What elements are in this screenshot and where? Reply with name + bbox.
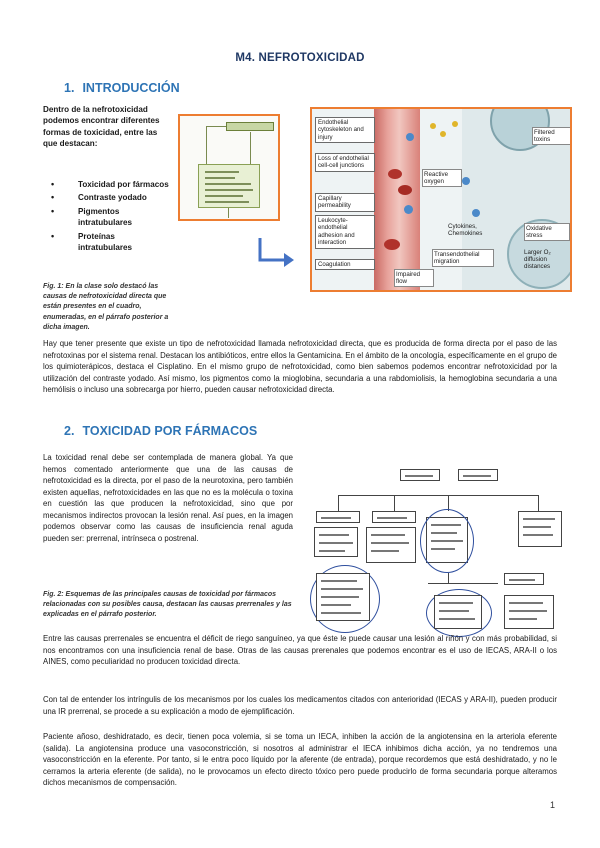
diagram-label: Larger O₂ diffusion distances [524, 249, 551, 271]
toxicity-list [51, 179, 171, 255]
figure2-flowchart [308, 461, 566, 637]
diagram-label: Leukocyte-endothelial adhesion and interaction [315, 215, 375, 249]
example-paragraph: Paciente añoso, deshidratado, es decir, tienen poca volemia, si se toma un IECA, inhiben la acción de la angiotensina en la arteriola eferente (salida). La angiotensina produce una vasoconstricción, si nosotros al administrar el IECA inhibimos dicha acción, ya no tendremos una vasoconstricción en la eferente. Por tanto, si le entra poco líquido por la aferente (de entrada), porque recordemos que está deshidratado, y no le cerramos la arteria eferente (de salida), no le provocamos un efecto directo tóxico pero puede producirlo de forma secundaria porque alteramos dichos mecanismos de compensación. [43, 732, 557, 787]
diagram-label: Cytokines, Chemokines [448, 223, 483, 238]
page-number: 1 [549, 800, 555, 810]
diagram-label: Transendothelial migration [432, 249, 494, 267]
arrow-right-icon [257, 236, 297, 270]
list-item: • Contraste yodado [51, 192, 171, 203]
mechanism-paragraph: Con tal de entender los intríngulis de los mecanismos por los cuales los medicamentos citados con anterioridad (IECAS y ARA-II), pueden producir una IR prerrenal, se procede a su explicación a modo de ejemplificación. [43, 695, 557, 716]
section-heading-introduccion [64, 81, 180, 95]
diagram-label: Loss of endothelial cell-cell junctions [315, 153, 375, 172]
intro-paragraph: Hay que tener presente que existe un tipo de nefrotoxicidad llamada nefrotoxicidad directa, que es producida de forma directa por el paso de las nefrotoxinas por el sistema renal. Destacan los antibióticos, entre ellos la Gentamicina. En el ámbito de la oncología, específicamente en el grupo de los quimioterápicos, destaca el Cisplatino. En el mismo grupo de nefrotoxicidad, como bien sabemos podemos encontrar nefrotoxicidad por la utilización del contraste yodado. Así mismo, los pigmentos como la mioglobina, secundaria a una rabdomiolisis, la hemoglobina secundaria a una hemólisis o incluso una sobrecarga por hierro, pueden causar nefrotoxicidad directa. [43, 339, 557, 394]
list-item: • Pigmentos intratubulares [51, 206, 171, 229]
section-heading-text: INTRODUCCIÓN [82, 81, 180, 95]
section-number: 2. [64, 424, 75, 438]
figure1-thumbnail [178, 114, 280, 221]
section-heading-toxicidad [64, 424, 257, 438]
list-item: • Proteínas intratubulares [51, 231, 171, 254]
diagram-label: Capillary permeability [315, 193, 375, 212]
section-heading-text: TOXICIDAD POR FÁRMACOS [82, 424, 258, 438]
intro-text: Dentro de la nefrotoxicidad podemos encontrar diferentes formas de toxicidad, entre las que destacan: [43, 105, 160, 149]
diagram-label: Oxidative stress [524, 223, 570, 241]
diagram-label: Endothelial cytoskeleton and injury [315, 117, 375, 143]
figure1-diagram [310, 107, 572, 292]
diagram-label: Impaired flow [394, 269, 434, 287]
figure1-caption: Fig. 1: En la clase solo destacó las causas de nefrotoxicidad directa que están presentes en el cuadro, enumeradas, en el párrafo posterior a dicha imagen. [43, 283, 169, 331]
drug-toxicity-paragraph: La toxicidad renal debe ser contemplada de manera global. Ya que hemos comentado anteriormente que una de las causas de nefrotoxicidad es la directa, por el paso de la neurotoxina, pero también existen aquellas, nefrotoxicidades en las que no es la molécula o toxina en cuestión las que producen la nefrotoxicidad, sino que por mecanismos indirectos provocan la lesión renal. Así pues, en la imagen podemos observar como las causas de insuficiencia renal aguda pueden ser: prerrenal, intrínseca o postrenal. [43, 453, 293, 543]
diagram-label: Reactive oxygen [422, 169, 462, 187]
section-number: 1. [64, 81, 75, 95]
document-title: M4. NEFROTOXICIDAD [235, 52, 365, 64]
list-item: • Toxicidad por fármacos [51, 179, 171, 190]
diagram-label: Filtered toxins [532, 127, 572, 145]
figure2-caption: Fig. 2: Esquemas de las principales causas de toxicidad por fármacos relacionadas con su posibles causa, destacan las causas prerrenales y las explicadas en el párrafo posterior. [43, 591, 292, 619]
diagram-label: Coagulation [315, 259, 375, 270]
prerenal-causes-paragraph: Entre las causas prerrenales se encuentra el déficit de riego sanguíneo, ya que éste le puede causar una lesión al riñón y con más probabilidad, si nos encontramos con una insuficiencia renal de base. Otras de las causas prerenales que podemos encontrar es el uso de IECAS, ARA-II o los AINES, como peculiaridad no producen toxicidad directa. [43, 634, 557, 666]
